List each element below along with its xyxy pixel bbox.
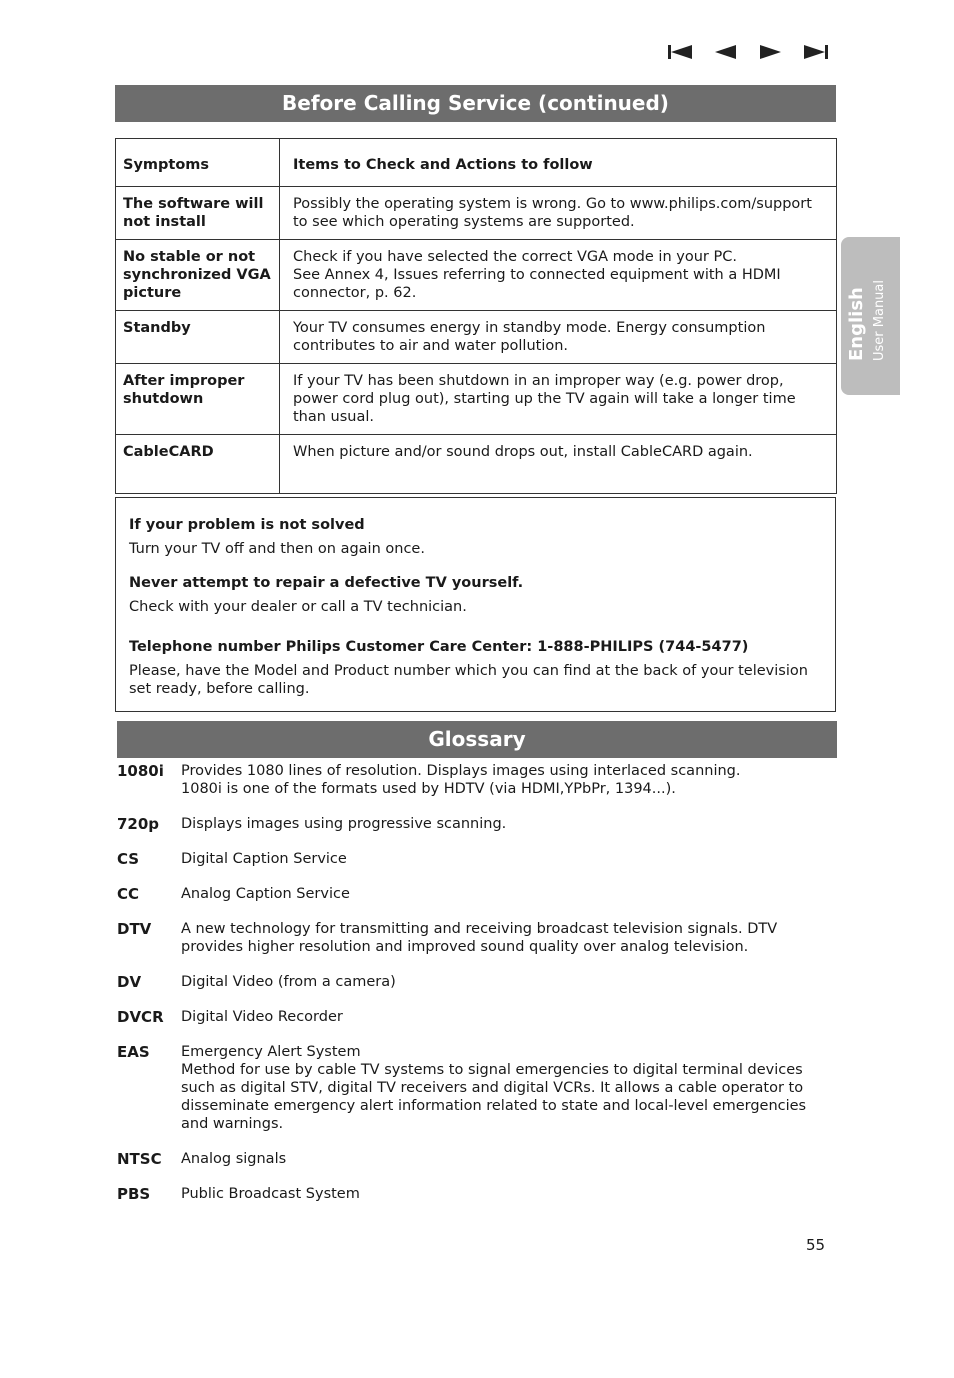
glossary-list (117, 762, 832, 1220)
glossary-term: PBS (117, 1185, 151, 1203)
table-row (116, 435, 837, 494)
glossary-term: CC (117, 885, 140, 903)
repair-warning-heading: Never attempt to repair a defective TV yourself. (129, 575, 524, 591)
section-title-glossary: Glossary (117, 721, 837, 758)
glossary-definition (181, 815, 832, 833)
glossary-definition-line: Analog Caption Service (181, 886, 350, 902)
symptom-cell: No stable or not synchronized VGA picture (116, 240, 280, 311)
glossary-definition (181, 762, 832, 798)
glossary-term: CS (117, 850, 140, 868)
table-row (116, 364, 837, 435)
glossary-definition-line: Public Broadcast System (181, 1186, 360, 1202)
action-cell: When picture and/or sound drops out, install CableCARD again. (280, 435, 837, 494)
customer-care-text: Please, have the Model and Product number which you can find at the back of your television set ready, before calling. (129, 663, 808, 697)
glossary-term: DVCR (117, 1008, 164, 1026)
glossary-item (117, 920, 832, 956)
glossary-item (117, 1185, 832, 1203)
glossary-definition-line: Analog signals (181, 1151, 287, 1167)
not-solved-text: Turn your TV off and then on again once. (129, 541, 425, 557)
glossary-definition-line: Provides 1080 lines of resolution. Displays images using interlaced scanning. (181, 763, 741, 779)
column-header-symptoms: Symptoms (116, 139, 280, 187)
glossary-definition-line: Digital Video (from a camera) (181, 974, 396, 990)
glossary-term: DV (117, 973, 142, 991)
glossary-item (117, 1043, 832, 1133)
table-row (116, 311, 837, 364)
action-cell: Possibly the operating system is wrong. Go to www.philips.com/support to see which operating systems are supported. (280, 187, 837, 240)
glossary-term: EAS (117, 1043, 150, 1061)
glossary-definition (181, 920, 832, 956)
glossary-definition-line: Digital Caption Service (181, 851, 347, 867)
repair-warning-text: Check with your dealer or call a TV technician. (129, 599, 467, 615)
action-cell: If your TV has been shutdown in an improper way (e.g. power drop, power cord plug out), starting up the TV again will take a longer time than usual. (280, 364, 837, 435)
customer-care-heading: Telephone number Philips Customer Care Center: 1-888-PHILIPS (744-5477) (129, 639, 749, 655)
language-side-tab[interactable] (841, 237, 900, 395)
glossary-item (117, 1150, 832, 1168)
section-title-before-calling-service: Before Calling Service (continued) (115, 85, 836, 122)
previous-page-icon[interactable] (714, 42, 738, 62)
table-row (116, 240, 837, 311)
glossary-term: 1080i (117, 762, 164, 780)
side-tab-subtitle: User Manual (872, 279, 887, 361)
glossary-definition (181, 1043, 832, 1133)
next-page-icon[interactable] (758, 42, 782, 62)
glossary-term: DTV (117, 920, 152, 938)
glossary-definition-line: 1080i is one of the formats used by HDTV (via HDMI,YPbPr, 1394...). (181, 781, 676, 797)
symptom-cell: After improper shutdown (116, 364, 280, 435)
column-header-actions: Items to Check and Actions to follow (280, 139, 837, 187)
glossary-definition (181, 885, 832, 903)
first-page-icon[interactable] (668, 42, 694, 62)
symptom-cell: Standby (116, 311, 280, 364)
table-row (116, 187, 837, 240)
glossary-term: NTSC (117, 1150, 162, 1168)
glossary-definition-line: Method for use by cable TV systems to signal emergencies to digital terminal devices such as digital STV, digital TV receivers and digital VCRs. It allows a cable operator to disseminate emergency alert information related to state and local-level emergencies and warnings. (181, 1062, 811, 1132)
glossary-definition (181, 1008, 832, 1026)
glossary-definition (181, 1150, 832, 1168)
table-header-row (116, 139, 837, 187)
glossary-item (117, 762, 832, 798)
glossary-definition (181, 1185, 832, 1203)
glossary-definition (181, 850, 832, 868)
page-navigation (668, 42, 828, 66)
page-number: 55 (806, 1236, 826, 1254)
glossary-definition-line: Digital Video Recorder (181, 1009, 343, 1025)
action-cell: Check if you have selected the correct VGA mode in your PC. See Annex 4, Issues referring to connected equipment with a HDMI connector, p. 62. (280, 240, 837, 311)
glossary-item (117, 973, 832, 991)
last-page-icon[interactable] (802, 42, 828, 62)
glossary-item (117, 885, 832, 903)
symptom-cell: The software will not install (116, 187, 280, 240)
glossary-term: 720p (117, 815, 160, 833)
glossary-definition-line: Emergency Alert System (181, 1044, 361, 1060)
glossary-item (117, 850, 832, 868)
glossary-item (117, 1008, 832, 1026)
problem-not-solved-box (115, 497, 836, 712)
action-cell: Your TV consumes energy in standby mode. Energy consumption contributes to air and water pollution. (280, 311, 837, 364)
symptom-cell: CableCARD (116, 435, 280, 494)
glossary-definition (181, 973, 832, 991)
glossary-definition-line: A new technology for transmitting and receiving broadcast television signals. DTV provides higher resolution and improved sound quality over analog television. (181, 921, 782, 955)
not-solved-heading: If your problem is not solved (129, 517, 365, 533)
glossary-definition-line: Displays images using progressive scanning. (181, 816, 507, 832)
troubleshooting-table (115, 138, 837, 494)
glossary-item (117, 815, 832, 833)
side-tab-language: English (846, 287, 867, 361)
